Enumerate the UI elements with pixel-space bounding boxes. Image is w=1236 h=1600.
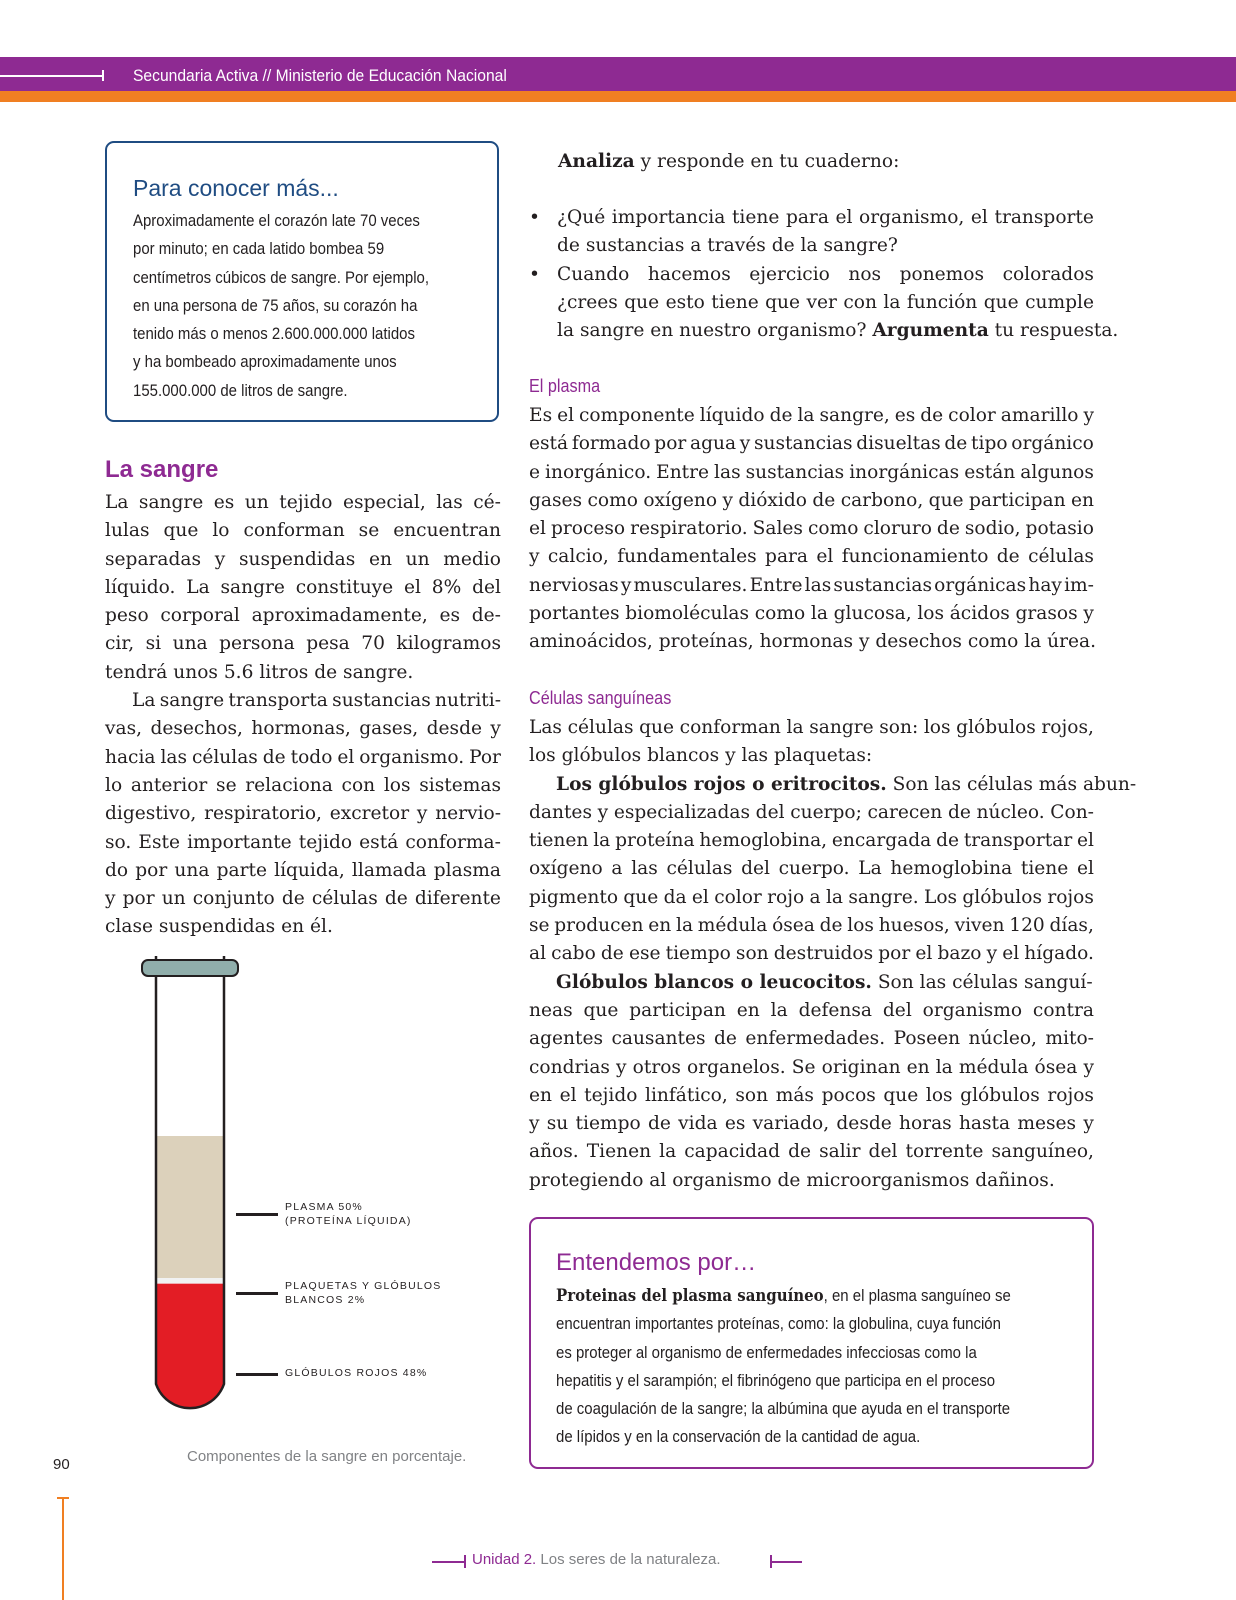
def-line: encuentran importantes proteínas, como: la globulina, cuya función [556, 1314, 1001, 1334]
subheading-celulas-sanguineas: Células sanguíneas [529, 688, 672, 708]
text-line: y calcio, fundamentales para el funcionamiento de células [529, 546, 1094, 568]
leader-line-plaquetas [236, 1292, 278, 1295]
analiza-bold: Analiza [558, 151, 635, 172]
info-box-title: Para conocer más... [133, 175, 339, 201]
analiza-intro [529, 148, 1094, 176]
label-plasma-line2: (PROTEÍNA LÍQUIDA) [285, 1215, 412, 1227]
page-number: 90 [53, 1456, 70, 1473]
definition-box-title: Entendemos por… [556, 1249, 757, 1276]
test-tube-figure [140, 956, 240, 1446]
text-line: de sustancias a través de la sangre? [557, 235, 898, 257]
info-line: Aproximadamente el corazón late 70 veces [133, 211, 420, 230]
section-heading-la-sangre: La sangre [105, 456, 219, 483]
text-line: condrias y otros organelos. Se originan en la médula ósea y [529, 1056, 1094, 1078]
header-rule-tick [102, 70, 104, 81]
footer [432, 1551, 804, 1571]
footer-rule-right-tick [770, 1555, 772, 1568]
footer-text [472, 1551, 721, 1568]
info-line: y ha bombeado aproximadamente unos [133, 352, 397, 372]
text-line: agentes causantes de enfermedades. Poseen núcleo, mito- [529, 1028, 1094, 1050]
text-line: Glóbulos blancos o leucocitos. Son las células sanguí- [529, 969, 1094, 997]
text-line: hacia las células de todo el organismo. Por [105, 746, 501, 768]
def-line: de lípidos y en la conservación de la cantidad de agua. [556, 1427, 921, 1447]
term-proteinas-plasma: Proteinas del plasma sanguíneo [556, 1286, 824, 1306]
footer-rule-left [432, 1561, 464, 1563]
tube-white-cells-layer [156, 1278, 224, 1284]
header-accent-stripe [0, 91, 1236, 102]
text-line: dantes y especializadas del cuerpo; carecen de núcleo. Con- [529, 801, 1094, 823]
text-line: tienen la proteína hemoglobina, encargada de transportar el [529, 830, 1094, 852]
label-plaquetas [285, 1279, 441, 1307]
footer-title: Los seres de la naturaleza. [536, 1551, 721, 1568]
info-box-body [133, 207, 483, 405]
text-line: clase suspendidas en él. [105, 916, 333, 938]
la-sangre-body [105, 489, 501, 942]
bullet-symbol: • [529, 207, 540, 228]
tube-empty-space [156, 956, 224, 1136]
header-rule [0, 75, 102, 77]
info-line: centímetros cúbicos de sangre. Por ejemplo, [133, 267, 430, 287]
text-line: nerviosas y musculares. Entre las sustancias orgánicas hay im- [529, 574, 1094, 596]
text-line: los glóbulos blancos y las plaquetas: [529, 745, 873, 767]
text-line: tendrá unos 5.6 litros de sangre. [105, 661, 414, 683]
text-line: do por una parte líquida, llamada plasma [105, 859, 501, 881]
page-margin-rule-tick [57, 1497, 69, 1499]
def-line: de coagulación de la sangre; la albúmina que ayuda en el transporte [556, 1399, 1011, 1419]
plasma-body [529, 402, 1097, 657]
label-plaquetas-line1: PLAQUETAS Y GLÓBULOS [285, 1280, 442, 1292]
text-line: cir, si una persona pesa 70 kilogramos [105, 633, 501, 655]
text-line: aminoácidos, proteínas, hormonas y desechos como la úrea. [529, 631, 1097, 653]
text-line: se producen en la médula ósea de los huesos, viven 120 días, [529, 915, 1094, 937]
text-line: ¿crees que esto tiene que ver con la función que cumple [557, 291, 1094, 313]
subheading-el-plasma: El plasma [529, 376, 601, 396]
figure-caption: Componentes de la sangre en porcentaje. [187, 1448, 467, 1465]
text-line: La sangre es un tejido especial, las cé- [105, 492, 501, 513]
text-line: lo anterior se relaciona con los sistemas [105, 774, 501, 796]
bullet-item [529, 204, 1094, 261]
analiza-bullets [529, 204, 1119, 345]
text-line: peso corporal aproximadamente, es de- [105, 605, 501, 627]
text-line: Las células que conforman la sangre son: los glóbulos rojos, [529, 717, 1094, 738]
text-line: Los glóbulos rojos o eritrocitos. Son las células más abun- [529, 771, 1094, 799]
text-line: el proceso respiratorio. Sales como cloruro de sodio, potasio [529, 518, 1094, 540]
definition-box-body [556, 1282, 1076, 1452]
tube-rim [142, 960, 238, 976]
text-line: lulas que lo conforman se encuentran [105, 520, 501, 542]
text-line: Cuando hacemos ejercicio nos ponemos colorados [557, 263, 1094, 285]
term-globulos-rojos: Los glóbulos rojos o eritrocitos. [556, 773, 887, 795]
info-line: por minuto; en cada latido bombea 59 [133, 239, 385, 259]
bullet-item [529, 261, 1119, 346]
text-line: gases como oxígeno y dióxido de carbono, que participan en [529, 489, 1094, 511]
info-line: tenido más o menos 2.600.000.000 latidos [133, 324, 415, 344]
def-line: es proteger al organismo de enfermedades infecciosas como la [556, 1342, 977, 1362]
text-line: protegiendo al organismo de microorganismos dañinos. [529, 1169, 1055, 1191]
leader-line-plasma [236, 1213, 278, 1216]
label-plasma [285, 1200, 412, 1228]
header-title: Secundaria Activa // Ministerio de Educación Nacional [133, 66, 507, 85]
text-line: La sangre transporta sustancias nutriti- [132, 690, 501, 712]
tube-plasma-layer [156, 1136, 224, 1278]
text-line: pigmento que da el color rojo a la sangre. Los glóbulos rojos [529, 886, 1094, 908]
footer-rule-right [770, 1561, 802, 1563]
text-line: está formado por agua y sustancias disueltas de tipo orgánico [529, 433, 1094, 455]
text-line: la sangre en nuestro organismo? Argumenta tu respuesta. [557, 320, 1119, 342]
text-line: oxígeno a las células del cuerpo. La hemoglobina tiene el [529, 858, 1094, 880]
bullet-symbol: • [529, 263, 540, 285]
info-line: 155.000.000 de litros de sangre. [133, 380, 348, 400]
text-line: Es el componente líquido de la sangre, es de color amarillo y [529, 405, 1094, 426]
text-line: separadas y suspendidas en un medio [105, 548, 501, 570]
text-line: líquido. La sangre constituye el 8% del [105, 576, 501, 598]
text-line: vas, desechos, hormonas, gases, desde y [105, 718, 501, 740]
label-plasma-line1: PLASMA 50% [285, 1201, 363, 1213]
text-line: portantes biomoléculas como la glucosa, los ácidos grasos y [529, 603, 1094, 625]
label-plaquetas-line2: BLANCOS 2% [285, 1294, 366, 1306]
analiza-rest: y responde en tu cuaderno: [634, 151, 900, 172]
text-line: años. Tienen la capacidad de salir del torrente sanguíneo, [529, 1141, 1094, 1163]
text-line: y por un conjunto de células de diferente [105, 888, 501, 910]
def-line: hepatitis y el sarampión; el fibrinógeno que participa en el proceso [556, 1370, 996, 1390]
text-line: e inorgánico. Entre las sustancias inorgánicas están algunos [529, 461, 1094, 483]
term-globulos-blancos: Glóbulos blancos o leucocitos. [556, 971, 872, 993]
footer-unit: Unidad 2. [472, 1551, 537, 1568]
text-line: y su tiempo de vida es variado, desde horas hasta meses y [529, 1113, 1094, 1135]
footer-rule-left-tick [464, 1555, 466, 1568]
celulas-body [529, 714, 1137, 1195]
text-line: digestivo, respiratorio, excretor y nervio- [105, 803, 501, 825]
text-line: ¿Qué importancia tiene para el organismo, el transporte [557, 207, 1094, 228]
leader-line-rojos [236, 1373, 278, 1376]
text-line: al cabo de ese tiempo son destruidos por el bazo y el hígado. [529, 943, 1094, 965]
text-line: en el tejido linfático, son más pocos que los glóbulos rojos [529, 1084, 1094, 1106]
def-line: Proteinas del plasma sanguíneo, en el plasma sanguíneo se [556, 1286, 1011, 1306]
info-line: en una persona de 75 años, su corazón ha [133, 295, 418, 315]
label-rojos: GLÓBULOS ROJOS 48% [285, 1367, 428, 1379]
text-line: so. Este importante tejido está conforma- [105, 831, 501, 853]
page-margin-rule [62, 1497, 64, 1600]
text-line: neas que participan en la defensa del organismo contra [529, 999, 1094, 1021]
